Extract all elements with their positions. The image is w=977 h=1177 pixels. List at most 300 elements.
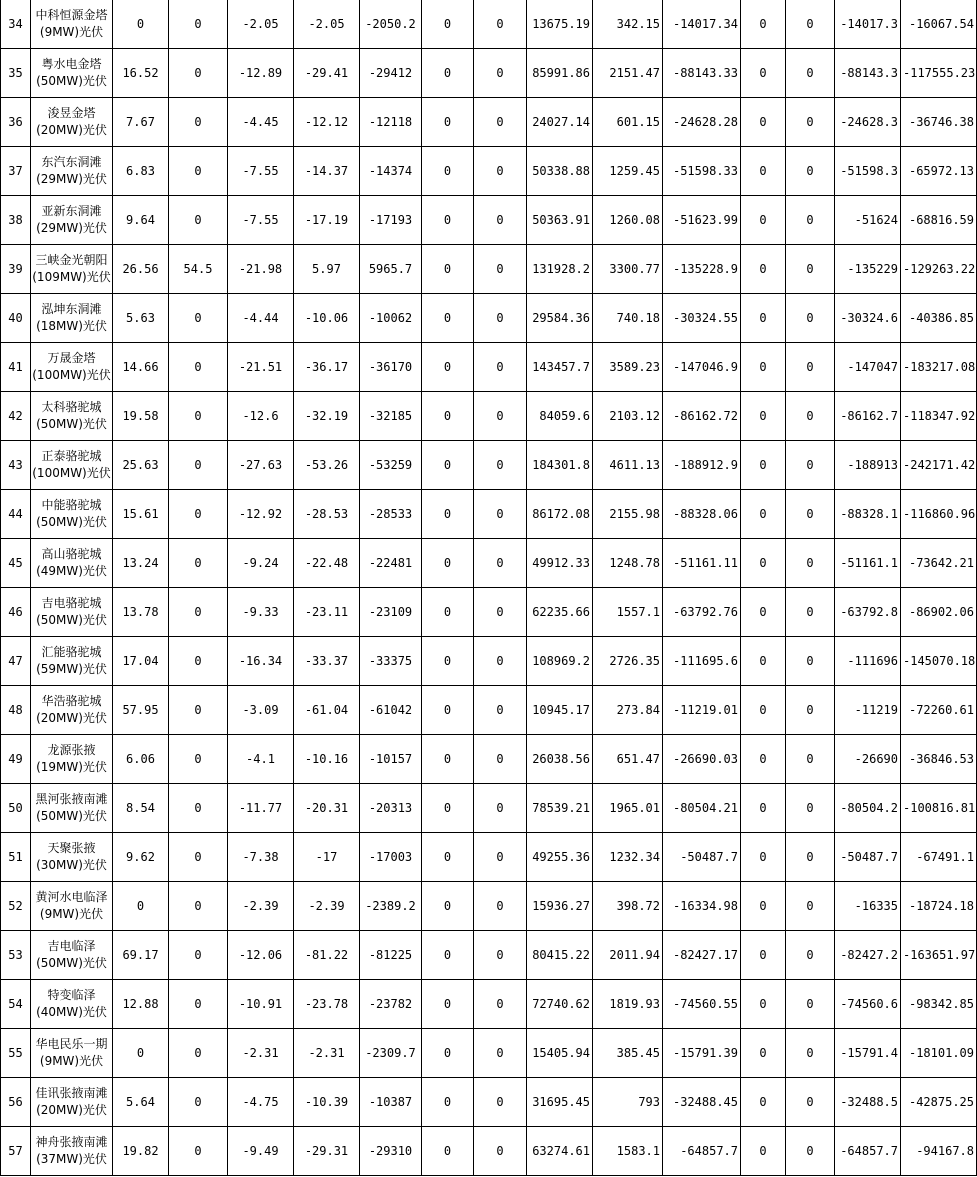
value-cell: 0 xyxy=(786,1078,835,1127)
value-cell: 1232.34 xyxy=(593,833,663,882)
value-cell: 1583.1 xyxy=(593,1127,663,1176)
value-cell: -36170 xyxy=(360,343,422,392)
value-cell: -26690.03 xyxy=(663,735,741,784)
table-row xyxy=(1,196,977,245)
value-cell: 57.95 xyxy=(113,686,169,735)
value-cell: 0 xyxy=(169,0,228,49)
value-cell: -51161.11 xyxy=(663,539,741,588)
value-cell: -80504.2 xyxy=(835,784,901,833)
value-cell: -81225 xyxy=(360,931,422,980)
value-cell: 0 xyxy=(786,392,835,441)
table-row xyxy=(1,441,977,490)
value-cell: 0 xyxy=(474,882,527,931)
station-name-cell xyxy=(31,588,113,637)
value-cell: 0 xyxy=(113,882,169,931)
value-cell: -98342.85 xyxy=(901,980,977,1029)
value-cell: -26690 xyxy=(835,735,901,784)
value-cell: -147047 xyxy=(835,343,901,392)
value-cell: -12.92 xyxy=(228,490,294,539)
value-cell: 0 xyxy=(169,931,228,980)
value-cell: -100816.81 xyxy=(901,784,977,833)
value-cell: 0 xyxy=(741,931,786,980)
row-number: 56 xyxy=(1,1078,31,1127)
value-cell: 5.64 xyxy=(113,1078,169,1127)
station-name-cell xyxy=(31,637,113,686)
value-cell: 0 xyxy=(741,833,786,882)
value-cell: 0 xyxy=(474,147,527,196)
value-cell: 0 xyxy=(169,637,228,686)
station-name-cell xyxy=(31,980,113,1029)
value-cell: 0 xyxy=(169,392,228,441)
value-cell: 0 xyxy=(422,588,474,637)
station-name: 东汽东洞滩 xyxy=(41,155,102,169)
station-name: 正泰骆驼城 xyxy=(41,449,102,463)
value-cell: 0 xyxy=(169,735,228,784)
value-cell: -32185 xyxy=(360,392,422,441)
value-cell: -23782 xyxy=(360,980,422,1029)
value-cell: -15791.4 xyxy=(835,1029,901,1078)
value-cell: 0 xyxy=(169,294,228,343)
value-cell: -29.31 xyxy=(294,1127,360,1176)
station-name-cell xyxy=(31,98,113,147)
value-cell: 0 xyxy=(741,686,786,735)
table-row xyxy=(1,637,977,686)
value-cell: 7.67 xyxy=(113,98,169,147)
value-cell: -12.89 xyxy=(228,49,294,98)
value-cell: -33.37 xyxy=(294,637,360,686)
value-cell: -88143.33 xyxy=(663,49,741,98)
value-cell: 0 xyxy=(422,196,474,245)
value-cell: 26038.56 xyxy=(527,735,593,784)
value-cell: -10062 xyxy=(360,294,422,343)
value-cell: 0 xyxy=(474,441,527,490)
station-capacity: (9MW)光伏 xyxy=(39,1054,104,1068)
value-cell: -18724.18 xyxy=(901,882,977,931)
station-capacity: (37MW)光伏 xyxy=(36,1152,107,1166)
value-cell: 0 xyxy=(474,294,527,343)
value-cell: -30324.55 xyxy=(663,294,741,343)
value-cell: 0 xyxy=(474,588,527,637)
value-cell: -51623.99 xyxy=(663,196,741,245)
value-cell: -135229 xyxy=(835,245,901,294)
value-cell: 85991.86 xyxy=(527,49,593,98)
value-cell: 6.06 xyxy=(113,735,169,784)
value-cell: 0 xyxy=(422,637,474,686)
station-name: 亚新东洞滩 xyxy=(41,204,102,218)
value-cell: 0 xyxy=(169,196,228,245)
table-row xyxy=(1,98,977,147)
table-row xyxy=(1,49,977,98)
value-cell: -7.55 xyxy=(228,196,294,245)
value-cell: -28.53 xyxy=(294,490,360,539)
value-cell: 0 xyxy=(422,784,474,833)
station-capacity: (50MW)光伏 xyxy=(36,417,107,431)
value-cell: 69.17 xyxy=(113,931,169,980)
value-cell: 0 xyxy=(786,490,835,539)
value-cell: -61042 xyxy=(360,686,422,735)
value-cell: -29310 xyxy=(360,1127,422,1176)
value-cell: -188912.9 xyxy=(663,441,741,490)
value-cell: 0 xyxy=(169,784,228,833)
value-cell: -15791.39 xyxy=(663,1029,741,1078)
value-cell: 0 xyxy=(786,980,835,1029)
station-capacity: (9MW)光伏 xyxy=(39,25,104,39)
station-capacity: (50MW)光伏 xyxy=(36,515,107,529)
value-cell: -53.26 xyxy=(294,441,360,490)
value-cell: 108969.2 xyxy=(527,637,593,686)
value-cell: -23109 xyxy=(360,588,422,637)
value-cell: 0 xyxy=(786,833,835,882)
station-name: 高山骆驼城 xyxy=(41,547,102,561)
value-cell: -51161.1 xyxy=(835,539,901,588)
value-cell: 0 xyxy=(741,980,786,1029)
value-cell: 54.5 xyxy=(169,245,228,294)
station-capacity: (20MW)光伏 xyxy=(36,123,107,137)
value-cell: -10.91 xyxy=(228,980,294,1029)
value-cell: 0 xyxy=(169,833,228,882)
value-cell: 0 xyxy=(741,147,786,196)
value-cell: -16067.54 xyxy=(901,0,977,49)
station-capacity: (100MW)光伏 xyxy=(32,466,111,480)
value-cell: 740.18 xyxy=(593,294,663,343)
row-number: 37 xyxy=(1,147,31,196)
row-number: 48 xyxy=(1,686,31,735)
station-name: 泓坤东洞滩 xyxy=(41,302,102,316)
value-cell: -16334.98 xyxy=(663,882,741,931)
station-name: 吉电临泽 xyxy=(47,939,96,953)
value-cell: 15.61 xyxy=(113,490,169,539)
value-cell: 0 xyxy=(741,1127,786,1176)
value-cell: -82427.17 xyxy=(663,931,741,980)
value-cell: -11219 xyxy=(835,686,901,735)
value-cell: 0 xyxy=(169,441,228,490)
value-cell: -9.49 xyxy=(228,1127,294,1176)
value-cell: 0 xyxy=(169,882,228,931)
value-cell: 2011.94 xyxy=(593,931,663,980)
value-cell: -14374 xyxy=(360,147,422,196)
value-cell: -86162.72 xyxy=(663,392,741,441)
value-cell: 0 xyxy=(786,245,835,294)
row-number: 43 xyxy=(1,441,31,490)
value-cell: 0 xyxy=(422,1029,474,1078)
value-cell: -24628.3 xyxy=(835,98,901,147)
value-cell: -2.39 xyxy=(294,882,360,931)
row-number: 55 xyxy=(1,1029,31,1078)
value-cell: -50487.7 xyxy=(835,833,901,882)
value-cell: -72260.61 xyxy=(901,686,977,735)
value-cell: 5965.7 xyxy=(360,245,422,294)
table-row xyxy=(1,1127,977,1176)
value-cell: -51624 xyxy=(835,196,901,245)
value-cell: 2103.12 xyxy=(593,392,663,441)
value-cell: 50363.91 xyxy=(527,196,593,245)
station-name-cell xyxy=(31,147,113,196)
value-cell: 6.83 xyxy=(113,147,169,196)
value-cell: -2.31 xyxy=(228,1029,294,1078)
value-cell: 0 xyxy=(741,637,786,686)
station-capacity: (100MW)光伏 xyxy=(32,368,111,382)
value-cell: 1259.45 xyxy=(593,147,663,196)
value-cell: 0 xyxy=(474,735,527,784)
value-cell: -42875.25 xyxy=(901,1078,977,1127)
row-number: 49 xyxy=(1,735,31,784)
row-number: 46 xyxy=(1,588,31,637)
value-cell: 0 xyxy=(474,196,527,245)
station-name-cell xyxy=(31,245,113,294)
value-cell: -3.09 xyxy=(228,686,294,735)
value-cell: 14.66 xyxy=(113,343,169,392)
station-name: 龙源张掖 xyxy=(47,743,96,757)
value-cell: 0 xyxy=(786,294,835,343)
value-cell: -17003 xyxy=(360,833,422,882)
table-row xyxy=(1,343,977,392)
value-cell: 0 xyxy=(169,1127,228,1176)
station-name: 华电民乐一期 xyxy=(35,1037,108,1051)
row-number: 50 xyxy=(1,784,31,833)
station-name-cell xyxy=(31,686,113,735)
value-cell: 0 xyxy=(474,539,527,588)
value-cell: 0 xyxy=(786,0,835,49)
value-cell: 0 xyxy=(422,490,474,539)
value-cell: 9.62 xyxy=(113,833,169,882)
value-cell: -2.05 xyxy=(228,0,294,49)
value-cell: 8.54 xyxy=(113,784,169,833)
value-cell: -30324.6 xyxy=(835,294,901,343)
value-cell: 143457.7 xyxy=(527,343,593,392)
value-cell: -63792.8 xyxy=(835,588,901,637)
row-number: 51 xyxy=(1,833,31,882)
value-cell: 0 xyxy=(474,0,527,49)
table-row xyxy=(1,0,977,49)
station-name-cell xyxy=(31,441,113,490)
value-cell: -16335 xyxy=(835,882,901,931)
table-body xyxy=(1,0,977,1176)
value-cell: 0 xyxy=(474,98,527,147)
value-cell: -17193 xyxy=(360,196,422,245)
value-cell: 0 xyxy=(741,1078,786,1127)
value-cell: 0 xyxy=(741,98,786,147)
value-cell: 0 xyxy=(474,1078,527,1127)
station-capacity: (30MW)光伏 xyxy=(36,858,107,872)
value-cell: -81.22 xyxy=(294,931,360,980)
value-cell: 0 xyxy=(422,49,474,98)
value-cell: 0 xyxy=(422,882,474,931)
value-cell: -4.1 xyxy=(228,735,294,784)
value-cell: 5.63 xyxy=(113,294,169,343)
value-cell: 0 xyxy=(474,343,527,392)
station-capacity: (20MW)光伏 xyxy=(36,711,107,725)
value-cell: -12118 xyxy=(360,98,422,147)
value-cell: 0 xyxy=(741,441,786,490)
value-cell: -14.37 xyxy=(294,147,360,196)
value-cell: 3589.23 xyxy=(593,343,663,392)
station-name-cell xyxy=(31,931,113,980)
station-capacity: (20MW)光伏 xyxy=(36,1103,107,1117)
value-cell: 0 xyxy=(474,637,527,686)
value-cell: -12.6 xyxy=(228,392,294,441)
value-cell: -65972.13 xyxy=(901,147,977,196)
value-cell: 0 xyxy=(786,588,835,637)
value-cell: -88328.1 xyxy=(835,490,901,539)
station-name: 特变临泽 xyxy=(47,988,96,1002)
value-cell: -188913 xyxy=(835,441,901,490)
value-cell: 80415.22 xyxy=(527,931,593,980)
value-cell: 17.04 xyxy=(113,637,169,686)
value-cell: 0 xyxy=(474,784,527,833)
value-cell: -88328.06 xyxy=(663,490,741,539)
row-number: 47 xyxy=(1,637,31,686)
value-cell: 1260.08 xyxy=(593,196,663,245)
station-name-cell xyxy=(31,833,113,882)
row-number: 41 xyxy=(1,343,31,392)
value-cell: -74560.55 xyxy=(663,980,741,1029)
value-cell: 0 xyxy=(474,931,527,980)
value-cell: 0 xyxy=(422,833,474,882)
value-cell: 0 xyxy=(786,686,835,735)
value-cell: 2151.47 xyxy=(593,49,663,98)
value-cell: -86162.7 xyxy=(835,392,901,441)
station-name-cell xyxy=(31,539,113,588)
value-cell: 0 xyxy=(169,147,228,196)
station-name: 三峡金光朝阳 xyxy=(35,253,108,267)
station-name: 神舟张掖南滩 xyxy=(35,1135,108,1149)
value-cell: 0 xyxy=(741,539,786,588)
row-number: 42 xyxy=(1,392,31,441)
value-cell: 793 xyxy=(593,1078,663,1127)
station-name: 粤水电金塔 xyxy=(41,57,102,71)
value-cell: 1819.93 xyxy=(593,980,663,1029)
table-row xyxy=(1,294,977,343)
value-cell: -32488.5 xyxy=(835,1078,901,1127)
value-cell: 62235.66 xyxy=(527,588,593,637)
value-cell: 0 xyxy=(474,490,527,539)
value-cell: 0 xyxy=(422,735,474,784)
station-capacity: (59MW)光伏 xyxy=(36,662,107,676)
value-cell: 0 xyxy=(474,392,527,441)
value-cell: 0 xyxy=(786,539,835,588)
value-cell: 13.78 xyxy=(113,588,169,637)
value-cell: 651.47 xyxy=(593,735,663,784)
station-capacity: (19MW)光伏 xyxy=(36,760,107,774)
value-cell: 0 xyxy=(422,98,474,147)
value-cell: -50487.7 xyxy=(663,833,741,882)
value-cell: -36846.53 xyxy=(901,735,977,784)
value-cell: -12.12 xyxy=(294,98,360,147)
value-cell: 0 xyxy=(474,245,527,294)
value-cell: 19.82 xyxy=(113,1127,169,1176)
value-cell: -2.05 xyxy=(294,0,360,49)
value-cell: 0 xyxy=(474,49,527,98)
table-row xyxy=(1,882,977,931)
value-cell: 12.88 xyxy=(113,980,169,1029)
value-cell: 0 xyxy=(786,931,835,980)
value-cell: -145070.18 xyxy=(901,637,977,686)
station-name: 天聚张掖 xyxy=(47,841,96,855)
value-cell: 0 xyxy=(169,1078,228,1127)
table-row xyxy=(1,833,977,882)
value-cell: 0 xyxy=(741,588,786,637)
value-cell: -4.75 xyxy=(228,1078,294,1127)
value-cell: 0 xyxy=(786,735,835,784)
value-cell: 0 xyxy=(169,490,228,539)
value-cell: 0 xyxy=(422,1127,474,1176)
station-name: 黄河水电临泽 xyxy=(35,890,108,904)
value-cell: 25.63 xyxy=(113,441,169,490)
value-cell: -14017.34 xyxy=(663,0,741,49)
table-row xyxy=(1,588,977,637)
value-cell: -14017.3 xyxy=(835,0,901,49)
value-cell: 0 xyxy=(422,147,474,196)
value-cell: -2389.2 xyxy=(360,882,422,931)
value-cell: 0 xyxy=(474,833,527,882)
value-cell: -147046.9 xyxy=(663,343,741,392)
value-cell: -20313 xyxy=(360,784,422,833)
table-row xyxy=(1,735,977,784)
value-cell: -20.31 xyxy=(294,784,360,833)
station-name-cell xyxy=(31,196,113,245)
table-row xyxy=(1,686,977,735)
station-name-cell xyxy=(31,1127,113,1176)
row-number: 44 xyxy=(1,490,31,539)
station-capacity: (29MW)光伏 xyxy=(36,221,107,235)
station-capacity: (18MW)光伏 xyxy=(36,319,107,333)
value-cell: 0 xyxy=(169,343,228,392)
station-name-cell xyxy=(31,784,113,833)
value-cell: 0 xyxy=(786,882,835,931)
value-cell: -11219.01 xyxy=(663,686,741,735)
value-cell: 63274.61 xyxy=(527,1127,593,1176)
value-cell: 78539.21 xyxy=(527,784,593,833)
value-cell: 273.84 xyxy=(593,686,663,735)
table-row xyxy=(1,539,977,588)
value-cell: 49255.36 xyxy=(527,833,593,882)
value-cell: -129263.22 xyxy=(901,245,977,294)
table-row xyxy=(1,490,977,539)
row-number: 39 xyxy=(1,245,31,294)
value-cell: 342.15 xyxy=(593,0,663,49)
value-cell: -9.24 xyxy=(228,539,294,588)
value-cell: -73642.21 xyxy=(901,539,977,588)
value-cell: -29.41 xyxy=(294,49,360,98)
value-cell: 0 xyxy=(786,1127,835,1176)
station-capacity: (50MW)光伏 xyxy=(36,74,107,88)
row-number: 38 xyxy=(1,196,31,245)
row-number: 57 xyxy=(1,1127,31,1176)
value-cell: 0 xyxy=(741,343,786,392)
value-cell: 0 xyxy=(422,245,474,294)
station-name: 中科恒源金塔 xyxy=(35,8,108,22)
value-cell: 0 xyxy=(113,0,169,49)
table-row xyxy=(1,784,977,833)
value-cell: 26.56 xyxy=(113,245,169,294)
value-cell: 0 xyxy=(741,294,786,343)
station-name-cell xyxy=(31,343,113,392)
value-cell: 72740.62 xyxy=(527,980,593,1029)
value-cell: 0 xyxy=(113,1029,169,1078)
value-cell: -111695.6 xyxy=(663,637,741,686)
row-number: 40 xyxy=(1,294,31,343)
value-cell: -4.45 xyxy=(228,98,294,147)
value-cell: 0 xyxy=(741,196,786,245)
value-cell: 0 xyxy=(741,49,786,98)
value-cell: 24027.14 xyxy=(527,98,593,147)
value-cell: -16.34 xyxy=(228,637,294,686)
value-cell: -2.39 xyxy=(228,882,294,931)
value-cell: 0 xyxy=(741,1029,786,1078)
value-cell: 0 xyxy=(741,490,786,539)
value-cell: 0 xyxy=(474,1127,527,1176)
value-cell: 19.58 xyxy=(113,392,169,441)
